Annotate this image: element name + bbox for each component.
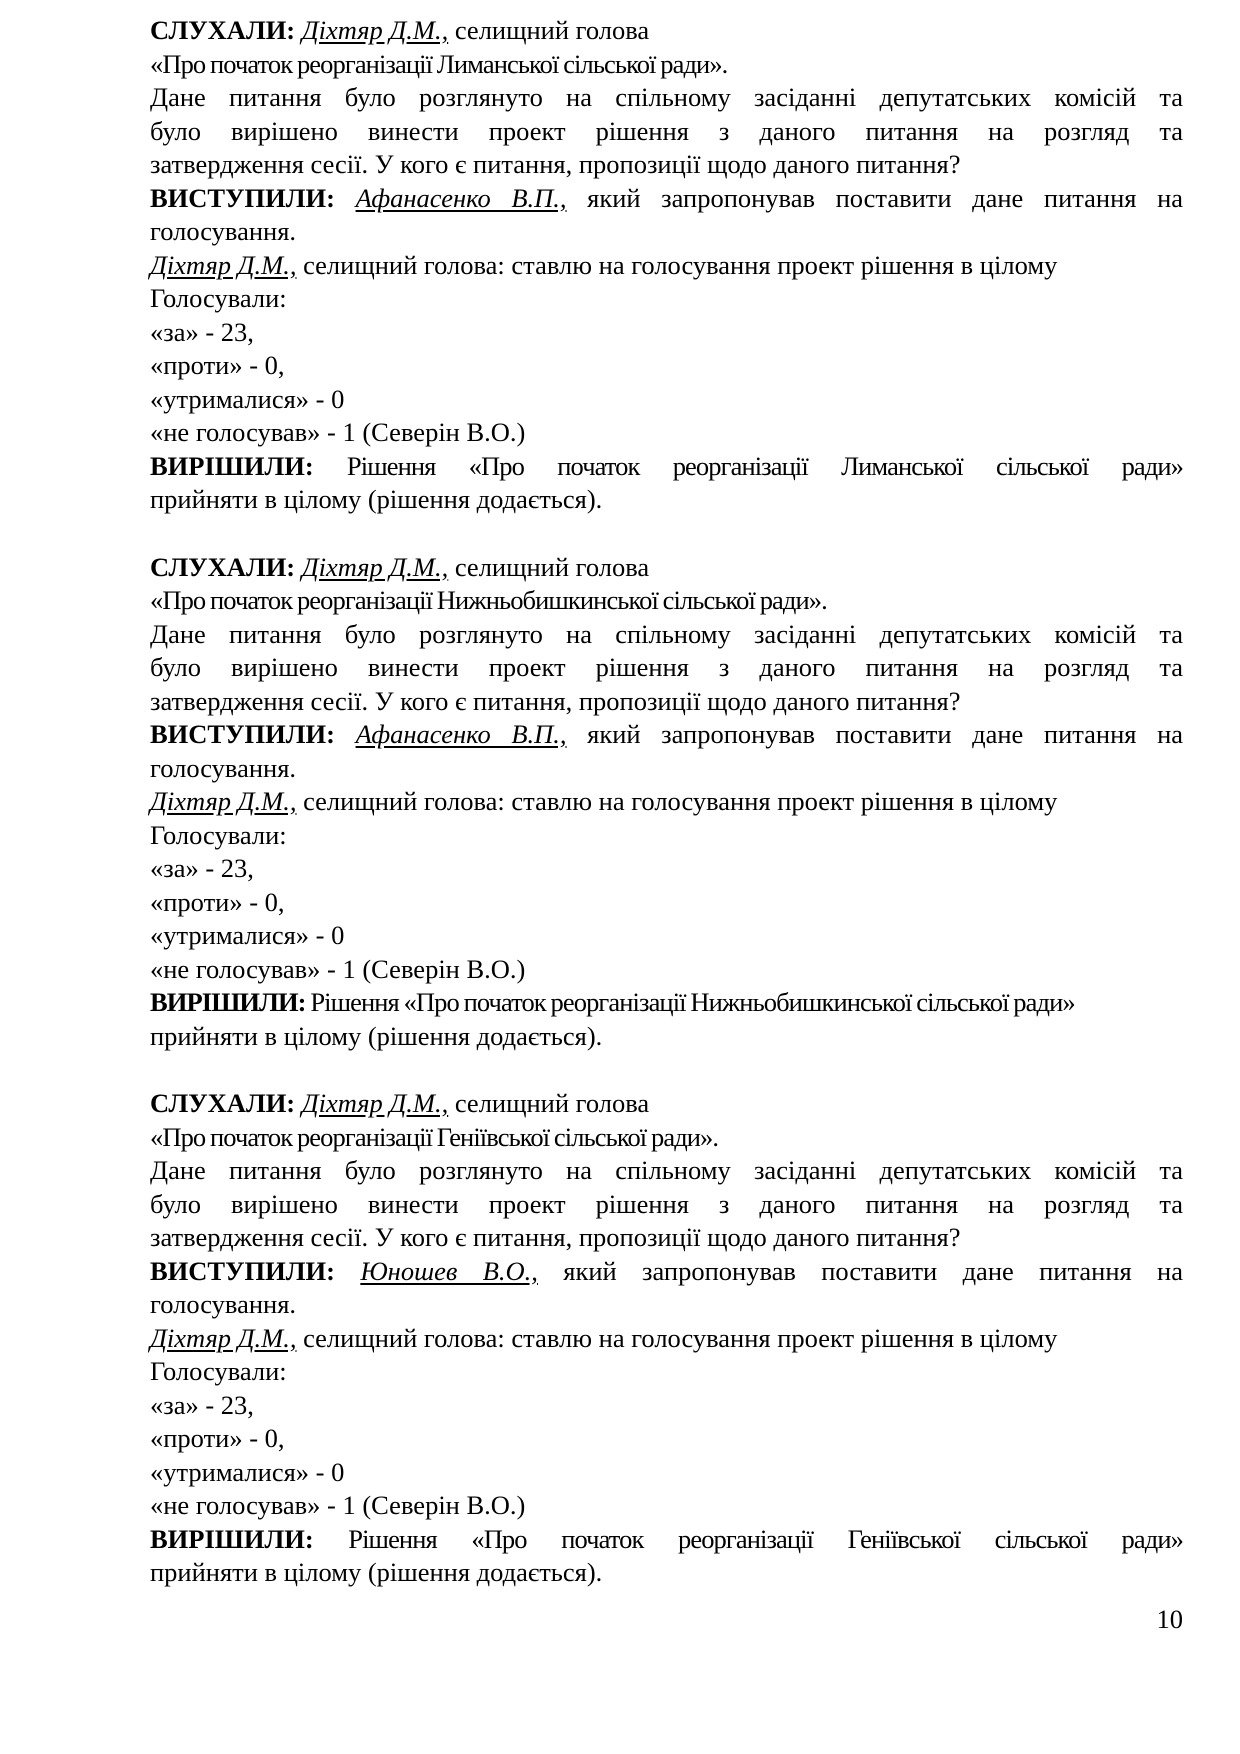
- spoke-text: який запропонував поставити дане питання на: [566, 182, 1184, 213]
- heard-speaker: Діхтяр Д.М.,: [301, 1088, 449, 1118]
- spoke-text-cont: голосування.: [150, 1289, 297, 1319]
- spoke-speaker: Юношев В.О.,: [360, 1255, 538, 1286]
- spoke-text: який запропонував поставити дане питання на: [537, 1255, 1183, 1286]
- chair-text: селищний голова: ставлю на голосування проект рішення в цілому: [296, 786, 1058, 816]
- vote-abstain: «утрималися» - 0: [150, 920, 345, 950]
- voted-label: Голосували:: [150, 819, 287, 850]
- spoke-text: який запропонував поставити дане питання на: [566, 719, 1184, 749]
- vote-for: «за» - 23,: [150, 853, 254, 883]
- chair-text: селищний голова: ставлю на голосування проект рішення в цілому: [296, 249, 1058, 280]
- heard-line: [150, 14, 1183, 48]
- decided-line: [150, 1523, 1183, 1557]
- topic: «Про початок реорганізації Геніївської сільської ради».: [150, 1121, 719, 1152]
- agenda-item-3: [150, 1087, 1183, 1590]
- vote-for: «за» - 23,: [150, 1389, 254, 1420]
- heard-line: [150, 551, 1183, 585]
- heard-label: СЛУХАЛИ:: [150, 15, 296, 45]
- decided-label: ВИРІШИЛИ:: [150, 450, 314, 481]
- decided-line: [150, 986, 1183, 1020]
- spoke-label: ВИСТУПИЛИ:: [150, 182, 335, 213]
- heard-line: [150, 1087, 1183, 1121]
- vote-for: «за» - 23,: [150, 316, 254, 347]
- intro-line: було вирішено винести проект рішення з даного питання на розгляд та: [150, 652, 1183, 682]
- vote-against: «проти» - 0,: [150, 886, 285, 917]
- heard-role: селищний голова: [448, 551, 650, 582]
- chair-text: селищний голова: ставлю на голосування проект рішення в цілому: [296, 1322, 1058, 1353]
- spoke-text-cont: голосування.: [150, 216, 297, 246]
- spoke-speaker: Афанасенко В.П.,: [355, 182, 567, 213]
- decided-text-cont: прийняти в цілому (рішення додається).: [150, 1020, 603, 1051]
- decided-text: Рішення «Про початок реорганізації Геніївської сільської ради»: [313, 1523, 1183, 1554]
- intro-line: було вирішено винести проект рішення з даного питання на розгляд та: [150, 115, 1183, 146]
- chair-line: [150, 249, 1183, 283]
- spoke-line: [150, 1255, 1183, 1289]
- heard-label: СЛУХАЛИ:: [150, 551, 296, 582]
- vote-none: «не голосував» - 1 (Северін В.О.): [150, 1490, 526, 1520]
- vote-abstain: «утрималися» - 0: [150, 383, 345, 414]
- heard-role: селищний голова: [448, 1088, 650, 1118]
- decided-text: Рішення «Про початок реорганізації Лиманської сільської ради»: [313, 450, 1183, 481]
- vote-abstain: «утрималися» - 0: [150, 1456, 345, 1487]
- topic: «Про початок реорганізації Нижньобишкинської сільської ради».: [150, 585, 827, 615]
- intro-line: Дане питання було розглянуто на спільному засіданні депутатських комісій та: [150, 82, 1183, 112]
- heard-label: СЛУХАЛИ:: [150, 1088, 296, 1118]
- spoke-label: ВИСТУПИЛИ:: [150, 719, 335, 749]
- voted-label: Голосували:: [150, 1356, 287, 1386]
- chair-speaker: Діхтяр Д.М.,: [150, 1322, 297, 1353]
- decided-line: [150, 450, 1183, 484]
- document-page: [150, 14, 1183, 1624]
- intro-line: Дане питання було розглянуто на спільному засіданні депутатських комісій та: [150, 1155, 1183, 1185]
- vote-none: «не голосував» - 1 (Северін В.О.): [150, 953, 526, 984]
- intro-line: затвердження сесії. У кого є питання, пропозиції щодо даного питання?: [150, 1222, 961, 1252]
- agenda-item-1: [150, 14, 1183, 517]
- intro-line: Дане питання було розглянуто на спільному засіданні депутатських комісій та: [150, 618, 1183, 649]
- decided-label: ВИРІШИЛИ:: [150, 1523, 314, 1554]
- spoke-label: ВИСТУПИЛИ:: [150, 1255, 335, 1286]
- chair-line: [150, 1322, 1183, 1356]
- vote-none: «не голосував» - 1 (Северін В.О.): [150, 417, 526, 447]
- heard-role: селищний голова: [448, 15, 650, 45]
- decided-label: ВИРІШИЛИ:: [150, 987, 306, 1017]
- decided-text: Рішення «Про початок реорганізації Нижньобишкинської сільської ради»: [305, 987, 1075, 1017]
- intro-line: було вирішено винести проект рішення з даного питання на розгляд та: [150, 1188, 1183, 1219]
- heard-speaker: Діхтяр Д.М.,: [301, 15, 449, 45]
- intro-line: затвердження сесії. У кого є питання, пропозиції щодо даного питання?: [150, 685, 961, 716]
- decided-text-cont: прийняти в цілому (рішення додається).: [150, 484, 603, 514]
- page-number: 10: [1156, 1604, 1183, 1634]
- vote-against: «проти» - 0,: [150, 350, 285, 380]
- agenda-item-2: [150, 551, 1183, 1054]
- chair-speaker: Діхтяр Д.М.,: [150, 249, 297, 280]
- chair-line: [150, 785, 1183, 819]
- topic: «Про початок реорганізації Лиманської сільської ради».: [150, 48, 728, 79]
- spoke-line: [150, 182, 1183, 216]
- heard-speaker: Діхтяр Д.М.,: [301, 551, 449, 582]
- spoke-text-cont: голосування.: [150, 752, 297, 783]
- chair-speaker: Діхтяр Д.М.,: [150, 786, 297, 816]
- spoke-line: [150, 718, 1183, 752]
- intro-line: затвердження сесії. У кого є питання, пропозиції щодо даного питання?: [150, 149, 961, 179]
- decided-text-cont: прийняти в цілому (рішення додається).: [150, 1557, 603, 1587]
- spoke-speaker: Афанасенко В.П.,: [355, 719, 567, 749]
- voted-label: Голосували:: [150, 283, 287, 313]
- vote-against: «проти» - 0,: [150, 1423, 285, 1453]
